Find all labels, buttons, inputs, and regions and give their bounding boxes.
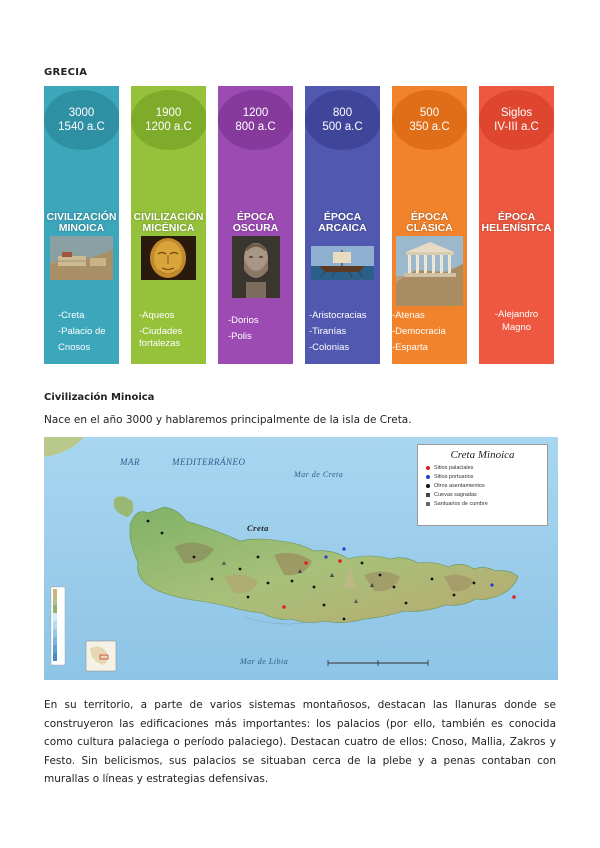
page-heading: GRECIA xyxy=(44,67,88,78)
timeline-column-micenica xyxy=(131,86,206,364)
sea-label-mar-de-libia: Mar de Libia xyxy=(240,657,289,666)
period-title: CIVILIZACIÓN MICÉNICA xyxy=(133,211,204,234)
period-title: ÉPOCA CLÁSICA xyxy=(406,211,453,234)
sea-label-mar: MAR xyxy=(120,457,140,467)
gold-mask-image xyxy=(141,236,196,280)
period-items: -Creta -Palacio de Cnosos xyxy=(58,310,106,353)
palace-image xyxy=(50,236,113,280)
legend-title: Creta Minoica xyxy=(450,449,515,461)
date-end: 1200 a.C xyxy=(145,121,192,133)
crete-map xyxy=(44,437,558,680)
date-ellipse xyxy=(305,90,380,150)
date-ellipse xyxy=(218,90,293,150)
period-title: ÉPOCA HELENÍSITCA xyxy=(481,211,552,234)
period-title: ÉPOCA ARCAICA xyxy=(318,211,367,234)
section-title: Civilización Minoica xyxy=(44,392,155,403)
period-items: -Alejandro Magno xyxy=(494,309,539,333)
period-items: -Atenas -Democracia -Esparta xyxy=(392,310,446,353)
legend-item: Sitios portuarios xyxy=(418,473,547,482)
period-title: CIVILIZACIÓN MINOICA xyxy=(46,211,117,234)
date-start: 500 xyxy=(419,107,440,119)
timeline-column-minoica xyxy=(44,86,119,364)
map-legend xyxy=(417,444,548,526)
bust-image xyxy=(232,236,280,298)
peak-sanctuary-marker xyxy=(426,502,430,506)
period-items: -Aqueos -Ciudades fortalezas xyxy=(139,310,183,349)
sea-label-mar-de-creta: Mar de Creta xyxy=(294,470,344,479)
date-end: 1540 a.C xyxy=(58,121,105,133)
date-ellipse xyxy=(479,90,554,150)
timeline-column-oscura xyxy=(218,86,293,364)
legend-item: Otros asentamientos xyxy=(418,482,547,491)
date-start: Siglos xyxy=(500,107,533,119)
legend-item: Cuevas sagradas xyxy=(418,491,547,500)
period-items: -Aristocracias -Tiranías -Colonias xyxy=(309,310,367,353)
body-paragraph: En su territorio, a parte de varios sistemas montañosos, destacan las llanuras donde se construyeron las edificaciones más importantes: los palacios (por ello, también es conocida como cultura palaciega o período palaciego). Destacan cuatro de ellos: Cnoso, Mallia, Zakros y Festo. Sin belicismos, sus palacios se situaban cerca de la plebe y a penas contaban con murallas o líneas y estrategias defensivas. xyxy=(44,699,556,785)
date-start: 3000 xyxy=(68,107,95,119)
sacred-cave-marker xyxy=(426,493,430,497)
legend-item: Sitios palaciales xyxy=(418,464,547,473)
date-end: 500 a.C xyxy=(322,121,363,133)
island-label: Creta xyxy=(247,523,269,533)
date-end: 350 a.C xyxy=(409,121,450,133)
period-items: -Dorios -Polis xyxy=(228,315,259,342)
date-ellipse xyxy=(44,90,119,150)
ship-image xyxy=(311,246,374,280)
timeline-column-helenistica xyxy=(479,86,554,364)
date-ellipse xyxy=(392,90,467,150)
sea-label-mediterraneo: MEDITERRÁNEO xyxy=(172,457,246,467)
date-start: 1900 xyxy=(155,107,182,119)
intro-text: Nace en el año 3000 y hablaremos principalmente de la isla de Creta. xyxy=(44,414,412,426)
date-start: 800 xyxy=(332,107,353,119)
date-start: 1200 xyxy=(242,107,269,119)
legend-item: Santuarios de cumbre xyxy=(418,500,547,509)
greece-timeline xyxy=(44,86,554,364)
timeline-column-clasica xyxy=(392,86,467,364)
date-end: 800 a.C xyxy=(235,121,276,133)
palatial-site-marker xyxy=(426,466,430,470)
period-title: ÉPOCA OSCURA xyxy=(232,211,279,234)
timeline-column-arcaica xyxy=(305,86,380,364)
date-end: IV-III a.C xyxy=(494,121,539,133)
settlement-marker xyxy=(426,484,430,488)
acropolis-image xyxy=(396,236,463,306)
date-ellipse xyxy=(131,90,206,150)
port-site-marker xyxy=(426,475,430,479)
